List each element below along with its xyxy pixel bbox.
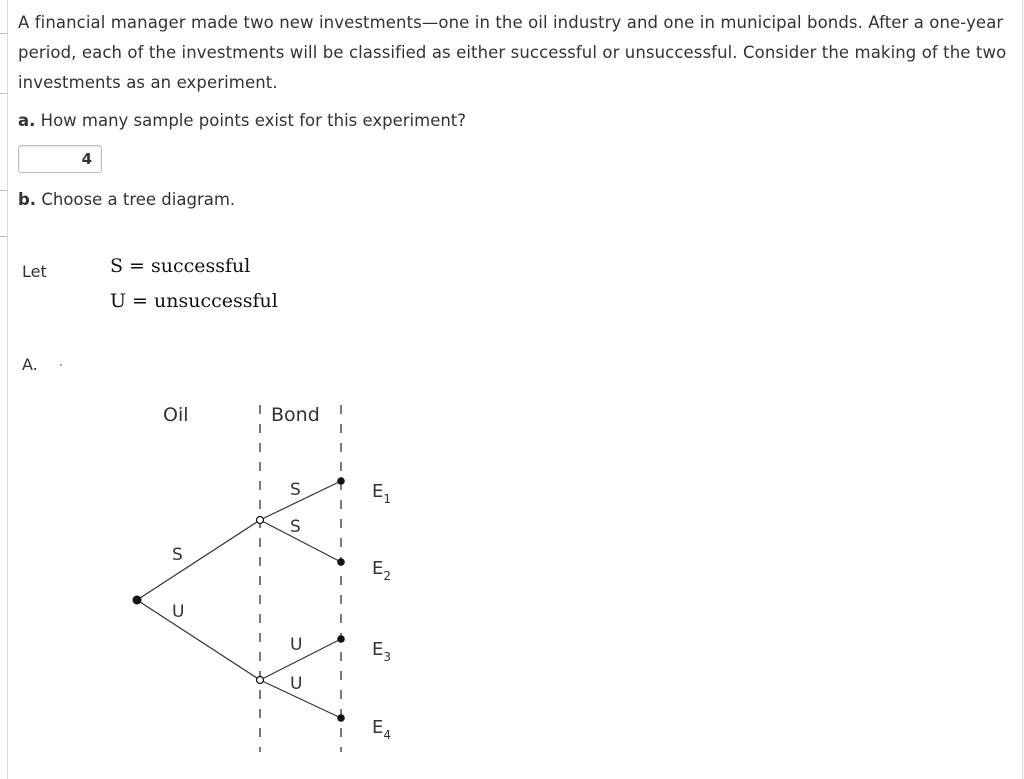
outcome-e1	[372, 481, 391, 506]
leaf-node-4	[337, 714, 345, 722]
bond-branch-label-3: U	[290, 635, 303, 655]
oil-success-label: S	[172, 545, 183, 565]
bond-branch-label-1: S	[290, 480, 301, 500]
leaf-node-2	[337, 558, 345, 566]
header-bond: Bond	[271, 404, 320, 426]
bond-branch-label-4: U	[290, 674, 303, 694]
leaf-node-1	[337, 477, 345, 485]
question-b-text: Choose a tree diagram.	[41, 190, 236, 209]
outcome-e3	[372, 639, 391, 664]
bond-branch-label-2: S	[290, 517, 301, 537]
outcome-subscript: 4	[383, 728, 392, 742]
outcome-letter: E	[372, 558, 384, 579]
outcome-subscript: 3	[383, 650, 392, 664]
let-label: Let	[22, 262, 47, 281]
outcome-subscript: 1	[383, 492, 392, 506]
header-oil: Oil	[163, 404, 189, 426]
outcome-subscript: 2	[383, 569, 392, 583]
oil-unsuccess-label: U	[172, 602, 185, 622]
definition-unsuccessful: U = unsuccessful	[110, 290, 278, 312]
root-node	[133, 596, 142, 605]
problem-statement: A financial manager made two new investments—one in the oil industry and one in municipal bonds. After a one-year period, each of the investments will be classified as either successful or unsuccessful. Consider the making of the two investments as an experiment.	[18, 13, 1007, 92]
oil-success-node	[257, 517, 264, 524]
definition-successful: S = successful	[110, 255, 251, 277]
option-a-label[interactable]: A.	[22, 355, 38, 374]
outcome-letter: E	[372, 639, 384, 660]
question-a-text: How many sample points exist for this experiment?	[40, 111, 467, 130]
oil-success-branch	[137, 520, 260, 600]
oil-unsuccess-node	[257, 677, 264, 684]
leaf-node-3	[337, 635, 345, 643]
oil-unsuccess-branch	[137, 600, 260, 680]
outcome-letter: E	[372, 717, 384, 738]
outcome-e4	[372, 717, 391, 742]
question-a-label: a.	[18, 111, 36, 130]
question-b-label: b.	[18, 190, 37, 209]
sample-points-answer-input[interactable]: 4	[18, 145, 102, 173]
outcome-letter: E	[372, 481, 384, 502]
outcome-e2	[372, 558, 391, 583]
